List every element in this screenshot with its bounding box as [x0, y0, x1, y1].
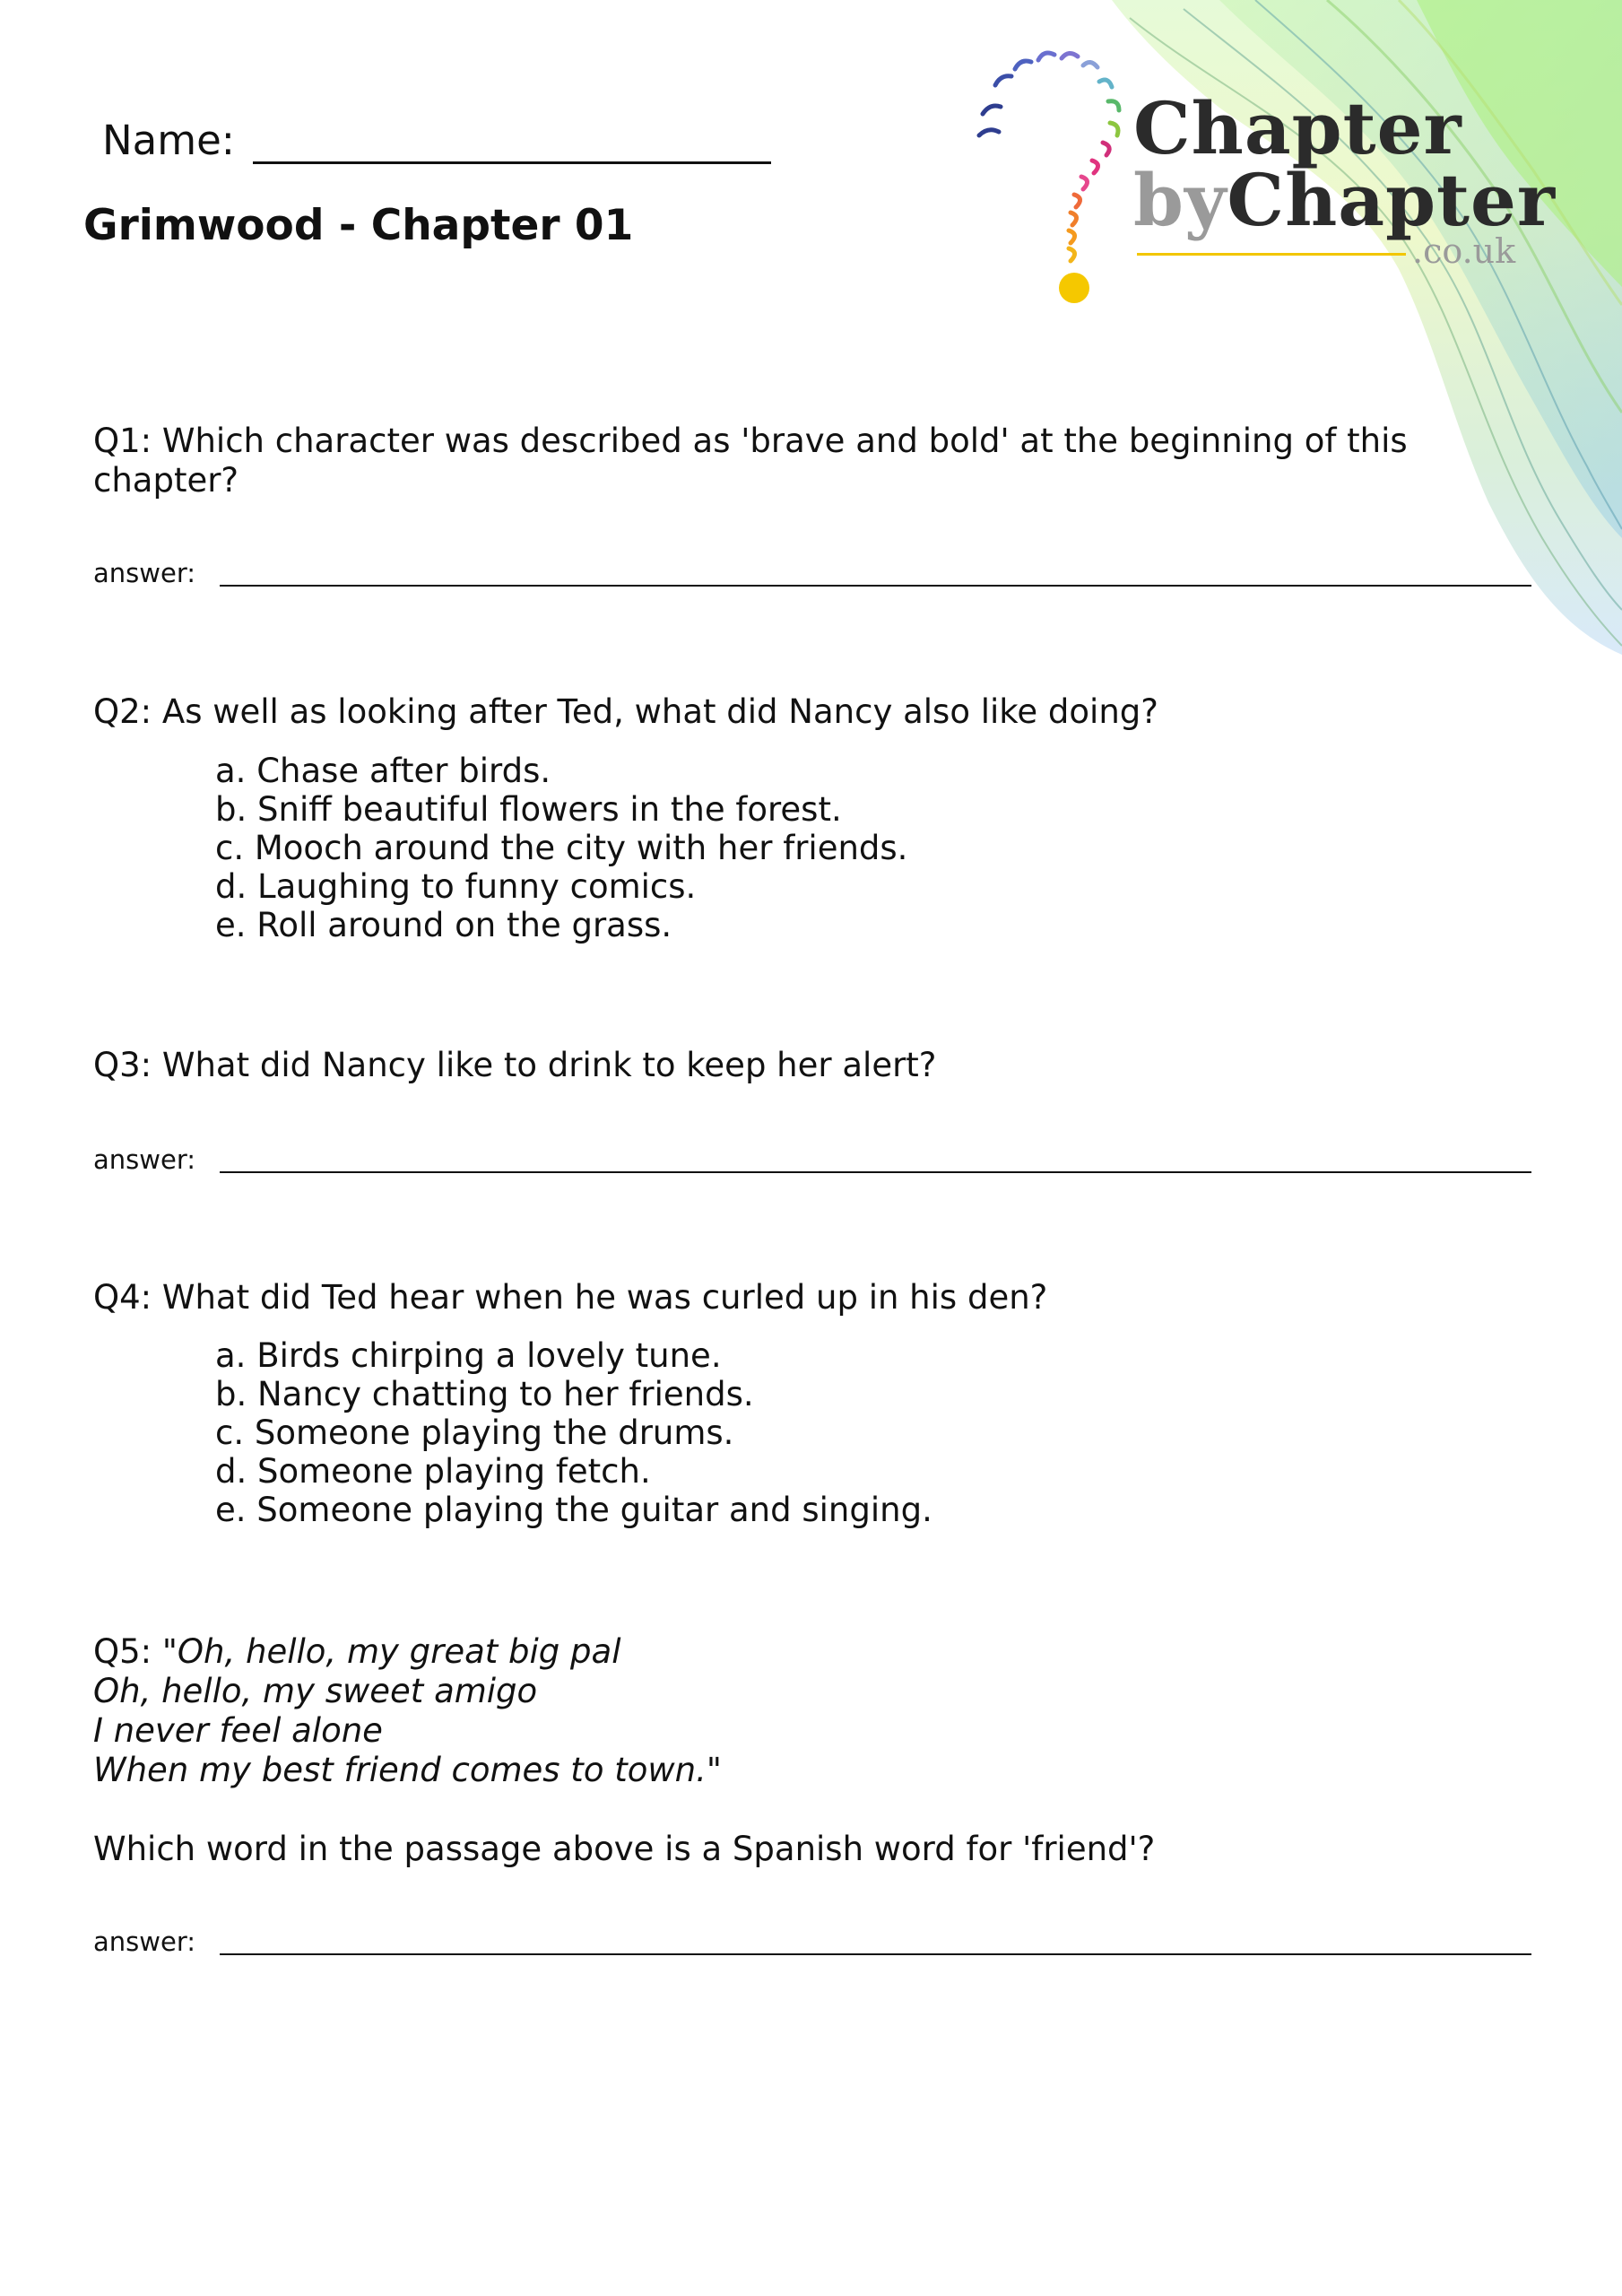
option-item[interactable]: b. Nancy chatting to her friends.	[215, 1375, 754, 1413]
option-item[interactable]: c. Someone playing the drums.	[215, 1413, 734, 1452]
answer-label: answer:	[93, 558, 196, 588]
logo-domain-suffix: .co.uk	[1412, 231, 1516, 271]
question-1: Q1: Which character was described as 'brave and bold' at the beginning of this chapter?	[93, 422, 1408, 500]
passage-text: "Oh, hello, my great big pal	[161, 1632, 621, 1671]
question-2: Q2: As well as looking after Ted, what did Nancy also like doing?	[93, 692, 1158, 731]
logo-text-chapter: Chapter	[1133, 86, 1462, 170]
question-4: Q4: What did Ted hear when he was curled up in his den?	[93, 1278, 1048, 1317]
name-label: Name:	[102, 117, 235, 164]
question-5-prefix: Q5:	[93, 1632, 162, 1671]
question-5-passage	[93, 1632, 722, 1790]
option-item[interactable]: b. Sniff beautiful flowers in the forest.	[215, 790, 842, 829]
question-5: Which word in the passage above is a Spanish word for 'friend'?	[93, 1830, 1156, 1868]
logo-text-by: by	[1133, 158, 1227, 242]
answer-line-q5[interactable]	[220, 1953, 1531, 1955]
answer-label: answer:	[93, 1144, 196, 1175]
option-item[interactable]: c. Mooch around the city with her friends.	[215, 829, 908, 867]
logo-text-bychapter	[1133, 158, 1556, 242]
option-item[interactable]: a. Birds chirping a lovely tune.	[215, 1336, 722, 1375]
option-item[interactable]: a. Chase after birds.	[215, 752, 551, 790]
answer-row-q3[interactable]	[93, 1144, 1531, 1180]
answer-row-q5[interactable]	[93, 1926, 1531, 1962]
name-input-line[interactable]	[253, 161, 771, 164]
question-3: Q3: What did Nancy like to drink to keep her alert?	[93, 1046, 937, 1084]
option-item[interactable]: d. Someone playing fetch.	[215, 1452, 651, 1491]
logo-text-chapter-2: Chapter	[1227, 158, 1557, 242]
worksheet-title: Grimwood - Chapter 01	[83, 201, 634, 250]
options-q2	[215, 752, 907, 944]
passage-line-1	[93, 1632, 722, 1672]
answer-label: answer:	[93, 1926, 196, 1957]
option-item[interactable]: d. Laughing to funny comics.	[215, 867, 697, 906]
passage-line-3: I never feel alone	[93, 1711, 383, 1750]
answer-row-q1[interactable]	[93, 558, 1531, 594]
passage-line-4: When my best friend comes to town."	[93, 1751, 722, 1789]
options-q4	[215, 1336, 932, 1529]
answer-line-q1[interactable]	[220, 585, 1531, 587]
logo-underline	[1137, 253, 1406, 256]
answer-line-q3[interactable]	[220, 1171, 1531, 1173]
option-item[interactable]: e. Roll around on the grass.	[215, 906, 672, 944]
option-item[interactable]: e. Someone playing the guitar and singing.	[215, 1491, 932, 1529]
passage-line-2: Oh, hello, my sweet amigo	[93, 1672, 538, 1710]
